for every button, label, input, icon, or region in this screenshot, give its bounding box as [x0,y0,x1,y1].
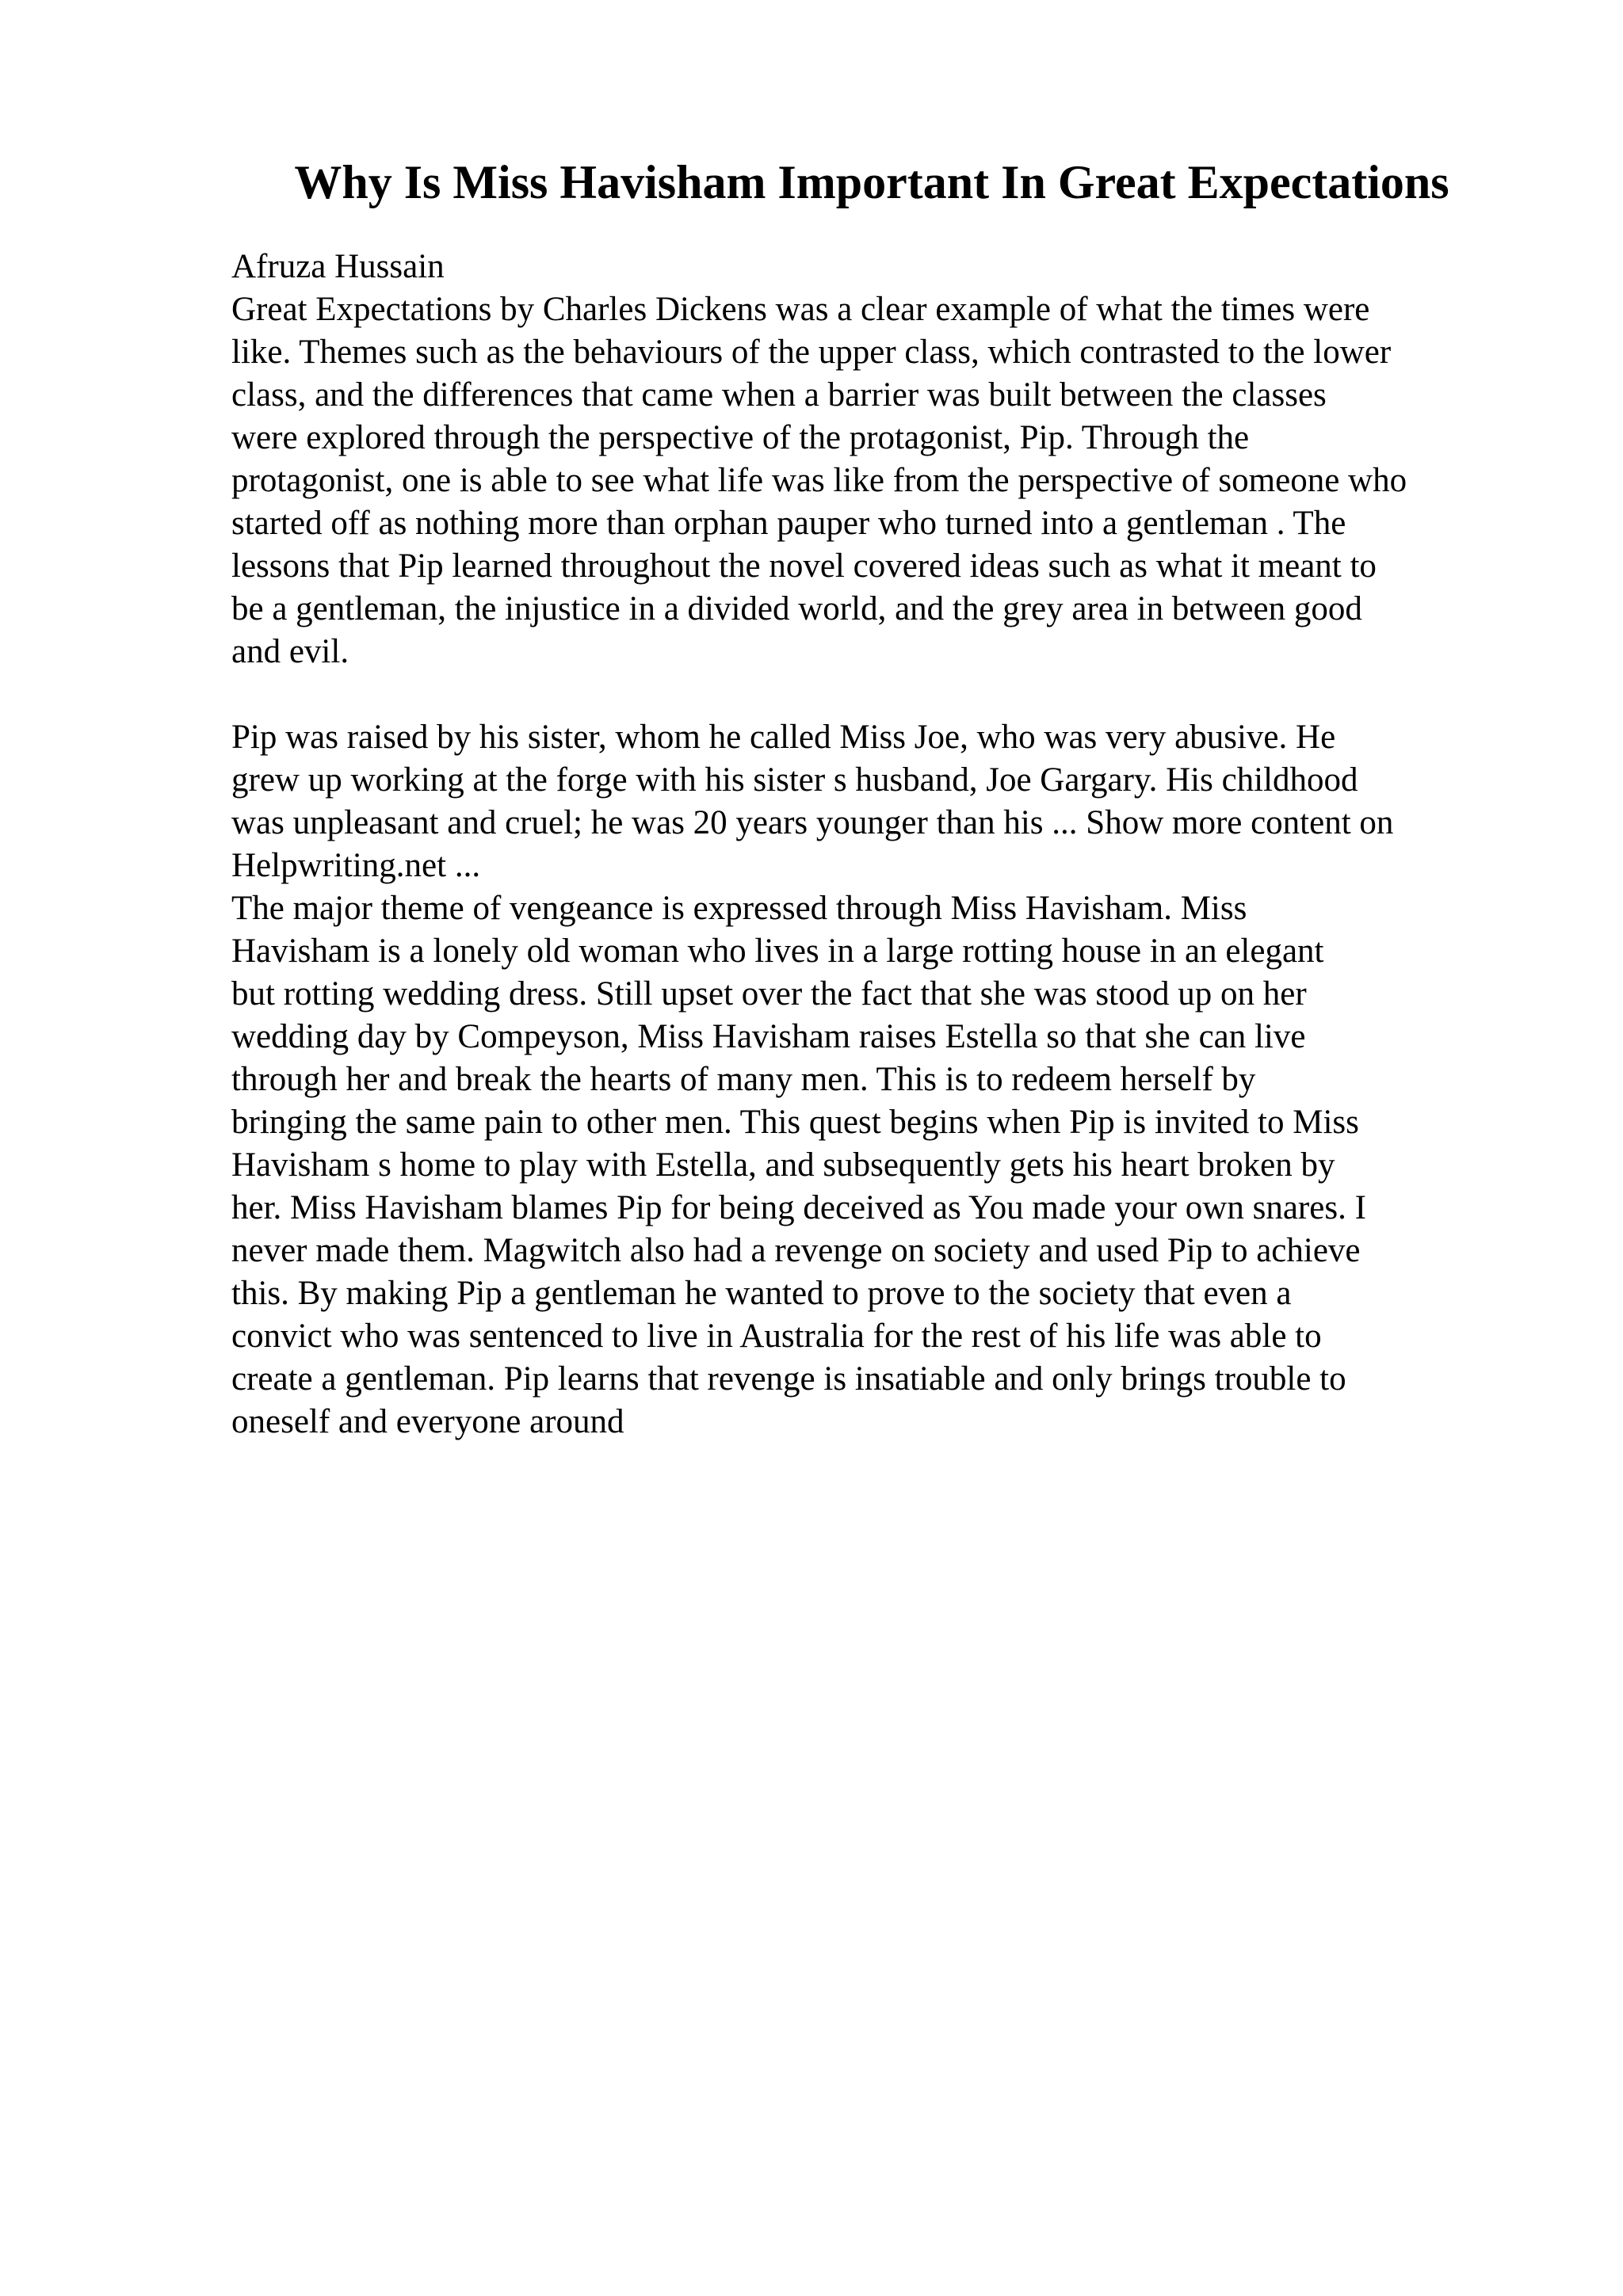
text-line: be a gentleman, the injustice in a divided world, and the grey area in between good [231,590,1362,627]
text-line: through her and break the hearts of many men. This is to redeem herself by [231,1061,1256,1098]
text-line: protagonist, one is able to see what life was like from the perspective of someone who [231,462,1407,499]
paragraph-intro [231,288,1539,673]
text-line: her. Miss Havisham blames Pip for being deceived as You made your own snares. I [231,1189,1366,1226]
text-line: lessons that Pip learned throughout the novel covered ideas such as what it meant to [231,547,1377,585]
text-line: Helpwriting.net ... [231,847,481,884]
paragraph-vengeance-theme [231,887,1539,1444]
text-line: Great Expectations by Charles Dickens was a clear example of what the times were [231,291,1370,328]
text-line: but rotting wedding dress. Still upset over the fact that she was stood up on her [231,975,1307,1013]
author-name: Afruza Hussain [231,248,445,285]
text-line: class, and the differences that came when a barrier was built between the classes [231,376,1327,414]
text-line: convict who was sentenced to live in Australia for the rest of his life was able to [231,1318,1322,1355]
text-line: create a gentleman. Pip learns that revenge is insatiable and only brings trouble to [231,1360,1346,1398]
text-line: grew up working at the forge with his sister s husband, Joe Gargary. His childhood [231,761,1358,799]
document-body [231,246,1539,1444]
text-line: and evil. [231,633,349,670]
text-line: oneself and everyone around [231,1403,624,1440]
text-line: Pip was raised by his sister, whom he called Miss Joe, who was very abusive. He [231,719,1336,756]
text-line: this. By making Pip a gentleman he wanted to prove to the society that even a [231,1275,1292,1312]
text-line: bringing the same pain to other men. This quest begins when Pip is invited to Miss [231,1104,1359,1141]
paragraph-gap [231,673,1539,716]
text-line: Havisham s home to play with Estella, and subsequently gets his heart broken by [231,1146,1335,1184]
paragraph-pip-background [231,716,1539,887]
text-line: started off as nothing more than orphan pauper who turned into a gentleman . The [231,505,1346,542]
text-line: The major theme of vengeance is expressed through Miss Havisham. Miss [231,890,1247,927]
text-line: wedding day by Compeyson, Miss Havisham raises Estella so that she can live [231,1018,1306,1055]
document-title: Why Is Miss Havisham Important In Great Expectations [294,156,1449,208]
text-line: like. Themes such as the behaviours of the upper class, which contrasted to the lower [231,334,1392,371]
text-line: was unpleasant and cruel; he was 20 years younger than his ... Show more content on [231,804,1394,841]
text-line: never made them. Magwitch also had a revenge on society and used Pip to achieve [231,1232,1361,1269]
text-line: were explored through the perspective of the protagonist, Pip. Through the [231,419,1250,456]
text-line: Havisham is a lonely old woman who lives in a large rotting house in an elegant [231,933,1324,970]
